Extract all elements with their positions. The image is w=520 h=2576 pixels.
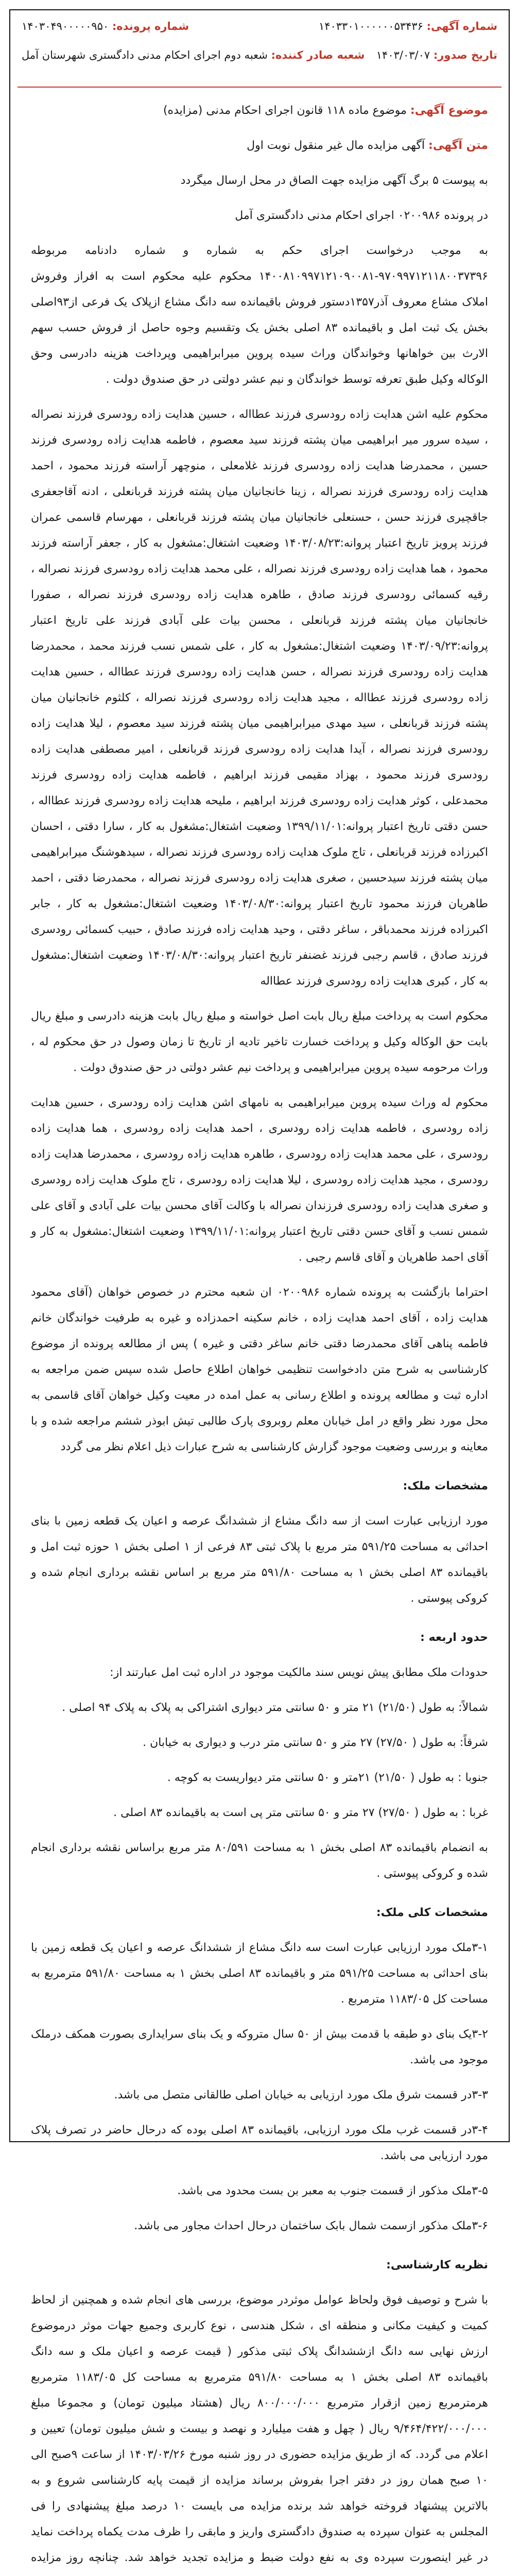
paragraph-payment: محکوم است به پرداخت مبلغ ریال بابت اصل خواسته و مبلغ ریال بابت هزینه دادرسی و مبلغ ریال بابت حق الوکاله وکیل و پرداخت خسارت تاخیر تادیه از تاریخ تا زمان وصول در حق محکوم له ، وراث مرحومه سیده پروین میرابراهیمی و پرداخت نیم عشر دولتی در حق صندوق دولت . [31, 1010, 488, 1074]
notice-body [31, 98, 488, 2576]
subject-line: موضوع آگهی: موضوع ماده ۱۱۸ قانون اجرای احکام مدنی (مزایده) [163, 104, 488, 117]
general-item-2: ۳-۲یک بنای دو طبقه با قدمت بیش از ۵۰ سال متروکه و یک بنای سرایداری بصورت همکف درملک موجود می باشد. [31, 2028, 488, 2066]
opinion-heading: نظریه کارشناسی: [386, 2259, 488, 2272]
general-item-6: ۳-۶ملک مذکور ازسمت شمال بابک ساختمان درحال احداث مجاور می باشد. [134, 2219, 488, 2232]
general-item-1: ۳-۱ملک مورد ارزیابی عبارت است سه دانگ مشاع از ششدانگ عرصه و اعیان یک قطعه زمین با بنای احداثی به مساحت ۵۹۱/۲۵ متر و باقیمانده ۸۳ اصلی بخش ۱ به مساحت ۵۹۱/۸۰ مترمربع به مساحت کل ۱۱۸۳/۰۵ مترمربع . [31, 1941, 488, 2006]
bound-south: جنوبا : به طول ( ۲۱/۵۰) ۲۱متر و ۵۰ سانتی متر دیواریست به کوچه . [167, 1771, 488, 1784]
paragraph-heirs: محکوم له وراث سیده پروین میرابراهیمی به نامهای اشن هدایت زاده رودسری ، حسین هدایت زاده رودسری ، فاطمه هدایت زاده رودسری ، احمد هدایت زاده رودسری ، هما هدایت زاده رودسری ، علی محمد هدایت زاده رودسری ، طاهره هدایت زاده رودسری ، محمدرضا هدایت زاده رودسری ، مجید هدایت زاده رودسری ، لیلا هدایت زاده رودسری ، تاج ملوک هدایت زاده رودسری و صغری هدایت زاده رودسری فرزندان نصراله با وکالت آقای محسن بیات علی آبادی و آقای علی شمس نسب و آقای حسن دقتی تاریخ اعتبار پروانه:۱۳۹۹/۱۱/۰۱ وضعیت اشتغال:مشغول به کار و آقای احمد طاهریان و آقای قاسم رجبی . [31, 1096, 488, 1264]
general-item-3: ۳-۳در قسمت شرق ملک مورد ارزیابی به خیابان اصلی طالقانی متصل می باشد. [114, 2089, 488, 2102]
issue-date: تاریخ صدور: ۱۴۰۳/۰۳/۰۷ [376, 49, 497, 61]
bounds-heading: حدود اربعه : [420, 1631, 488, 1644]
header-divider [18, 87, 501, 88]
notice-frame [9, 9, 510, 2564]
bound-east: شرقاً: به طول ( ۲۷/۵۰) ۲۷ متر و ۵۰ سانتی متر درب و دیواری به خیابان . [143, 1736, 488, 1749]
bounds-intro: حدودات ملک مطابق پیش نویس سند مالکیت موجود در اداره ثبت امل عبارتند از: [110, 1666, 488, 1679]
spec-heading: مشخصات ملک: [403, 1480, 488, 1493]
general-heading: مشخصات کلی ملک: [376, 1906, 488, 1919]
bound-north: شمالاً: به طول (۲۱/۵۰) ۲۱ متر و ۵۰ سانتی متر دیواری اشتراکی به پلاک به پلاک ۹۴ اصلی . [62, 1701, 488, 1714]
opinion-text: با شرح و توصیف فوق ولحاظ عوامل موثردر موضوع، بررسی های انجام شده و همچنین از لحاظ کمیت و کیفیت مکانی و منطقه ای ، شکل هندسی ، نوع کاربری وجمیع جهات موثر درموضوع ارزش نهایی سه دانگ ازششدانگ پلاک ثبتی مذکور ( قیمت عرصه و اعیان ملک و سه دانگ باقیمانده ۸۳ اصلی بخش ۱ به مساحت ۵۹۱/۸۰ مترمربع به مساحت کل ۱۱۸۳/۰۵ مترمربع هرمترمربع زمین ازقرار مترمربع ۸۰۰/۰۰۰/۰۰۰ ریال (هشتاد میلیون تومان) و مجموعا مبلغ ۹/۴۶۴/۴۲۲/۰۰۰/۰۰۰ ریال ( چهل و هفت میلیارد و نهصد و بیست و شش میلیون تومان) تعیین و اعلام می گردد. که از طریق مزایده حضوری در روز شنبه مورخ ۱۴۰۳/۰۳/۲۶ از ساعت ۹صبح الی ۱۰ صبح همان روز در دفتر اجرا بفروش برساند مزایده از قیمت پایه کارشناسی شروع و به بالاترین پیشنهاد فروخته خواهد شد برنده مزایده می بایست ۱۰ درصد مبلغ پیشنهادی را فی المجلس به عنوان سپرده به صندوق دادگستری واریز و مابقی را ظرف مدت یکماه پرداخت نماید در غیر اینصورت سپرده وی به نفع دولت ضبط و مزایده تجدید خواهد شد. چنانچه روز مزایده [31, 2294, 489, 2564]
paragraph-parties: محکوم علیه اشن هدایت زاده رودسری فرزند عطااله ، حسین هدایت زاده رودسری فرزند نصراله ، سیده سرور میر ابراهیمی میان پشته فرزند سید معصوم ، فاطمه هدایت زاده رودسری فرزند حسین ، محمدرضا هدایت زاده رودسری فرزند غلامعلی ، منوچهر آراسته فرزند محمود ، احمد هدایت زاده رودسری فرزند نصراله ، زینا خانجانیان میان پشته فرزند قربانعلی ، ادنه آقاجعفری جاقچیری فرزند حسن ، حسنعلی خانجانیان میان پشته فرزند قربانعلی ، مهرسام قاسمی عمران فرزند پرویز تاریخ اعتبار پروانه:۱۴۰۳/۰۸/۲۳ وضعیت اشتغال:مشغول به کار ، جعفر آراسته فرزند محمود ، هما هدایت زاده رودسری فرزند نصراله ، علی محمد هدایت زاده رودسری فرزند نصراله ، رقیه کسمائی رودسری فرزند صادق ، طاهره هدایت زاده رودسری فرزند نصراله ، صفورا خانجانیان میان پشته فرزند قربانعلی ، محسن بیات علی آبادی فرزند علی تاریخ اعتبار پروانه:۱۴۰۳/۰۹/۲۳ وضعیت اشتغال:مشغول به کار ، علی شمس نسب فرزند محمد ، محمدرضا هدایت زاده رودسری فرزند نصراله ، حسن هدایت زاده رودسری فرزند عطااله ، حسین هدایت زاده رودسری فرزند عطااله ، مجید هدایت زاده رودسری فرزند نصراله ، کلثوم خانجانیان میان پشته فرزند قربانعلی ، سید مهدی میرابراهیمی میان پشته فرزند سید معصوم ، لیلا هدایت زاده رودسری فرزند نصراله ، آیدا هدایت زاده رودسری فرزند قربانعلی ، امیر مصطفی هدایت زاده رودسری فرزند محمود ، بهزاد مقیمی فرزند ابراهیم ، فاطمه هدایت زاده رودسری فرزند محمدعلی ، کوثر هدایت زاده رودسری فرزند ابراهیم ، ملیحه هدایت زاده رودسری فرزند عطااله ، حسن دقتی تاریخ اعتبار پروانه:۱۳۹۹/۱۱/۰۱ وضعیت اشتغال:مشغول به کار ، سارا دقتی ، احسان اکبرزاده فرزند قربانعلی ، تاج ملوک هدایت زاده رودسری فرزند نصراله ، سیدهوشنگ میرابراهیمی میان پشته فرزند سیدحسین ، صغری هدایت زاده رودسری فرزند نصراله ، محمدرضا دقتی ، احمد طاهریان فرزند محمود تاریخ اعتبار پروانه:۱۴۰۳/۰۸/۳۰ وضعیت اشتغال:مشغول به کار ، جابر اکبرزاده فرزند محمدباقر ، ساغر دقتی ، وحید هدایت زاده فرزند صادق ، حبیب کسمائی رودسری فرزند صادق ، قاسم رجبی فرزند غضنفر تاریخ اعتبار پروانه:۱۴۰۳/۰۸/۳۰ وضعیت اشتغال:مشغول به کار ، کبری هدایت زاده رودسری فرزند عطااله [31, 408, 488, 988]
bound-note: به انضمام باقیمانده ۸۳ اصلی بخش ۱ به مساحت ۸۰/۵۹۱ متر مربع براساس نقشه برداری انجام شده و کروکی پیوستی . [31, 1841, 489, 1880]
bound-west: غربا : به طول ( ۲۷/۵۰) ۲۷ متر و ۵۰ سانتی متر پی است به باقیمانده ۸۳ اصلی . [113, 1806, 488, 1819]
spec-text: مورد ارزیابی عبارت است از سه دانگ مشاع از ششدانگ عرصه و اعیان یک قطعه زمین با بنای احداثی به مساحت ۵۹۱/۲۵ متر مربع با پلاک ثبتی ۸۳ فرعی از ۱ اصلی بخش ۱ حوزه ثبت امل و باقیمانده ۸۳ اصلی بخش ۱ به مساحت ۵۹۱/۸۰ متر مربع بر اساس نقشه برداری انجام شده و کروکی پیوستی . [31, 1515, 489, 1605]
paragraph-judgment: به موجب درخواست اجرای حکم به شماره و شماره دادنامه مربوطه ۹۷۰۹۹۷۱۲۱۱۸۰۰۳۷۳۹۶-۱۴۰۰۸۱۰۹۹۷۱۲۱۰۹۰۰۸۱ محکوم علیه محکوم است به افراز وفروش املاک مشاع معروف آذر۱۳۵۷دستور فروش باقیمانده سه دانگ مشاع ازپلاک یک فرعی از۹۳اصلی بخش یک ثبت امل و باقیمانده ۸۳ اصلی بخش یک وتقسیم وجوه حاصل از فروش حسب سهم الارث بین خواهانها وخواندگان وراث سیده پروین میرابراهیمی وپرداخت هزینه دادرسی وحق الوکاله وکیل طبق تعرفه توسط خواندگان و نیم عشر دولتی در حق صندوق دولت . [31, 244, 488, 386]
paragraph-expert-report: احتراما بازگشت به پرونده شماره ۰۲۰۰۹۸۶ ان شعبه محترم در خصوص خواهان (آقای محمود هدایت زاده ، آقای احمد هدایت زاده ، خانم سکینه احمدزاده و غیره به طرفیت خواندگان خانم فاطمه پناهی آقای محمدرضا دقتی خانم ساغر دقتی و غیره ) پس از مطالعه پرونده از موضوع کارشناسی به شرح متن دادخواست تنظیمی خواهان اطلاع حاصل شده سپس ضمن مراجعه به اداره ثبت و مطالعه پرونده و اطلاع رسانی به عمل امده در معیت وکیل خواهان آقای قاسمی به محل مورد نظر واقع در امل خیابان معلم روبروی پارک طالبی تیش ابوذر ششم مراجعه شده و با معاینه و بررسی وضعیت موجود گزارش کارشناسی به شرح عبارات ذیل اعلام نظر می گردد [31, 1286, 488, 1453]
notice-number: شماره آگهی: ۱۴۰۳۳۰۱۰۰۰۰۰۰۵۳۴۳۶ [318, 20, 497, 32]
file-ref-line: در پرونده ۰۲۰۰۹۸۶ اجرای احکام مدنی دادگستری آمل [235, 209, 488, 222]
intro-line: به پیوست ۵ برگ آگهی مزایده جهت الصاق در محل ارسال میگردد [180, 174, 488, 187]
issuer: شعبه صادر کننده: شعبه دوم اجرای احکام مدنی دادگستری شهرستان آمل [22, 49, 365, 61]
text-title-line: متن آگهی: آگهی مزایده مال غیر منقول نوبت اول [247, 139, 488, 152]
general-item-5: ۳-۵ملک مذکور از قسمت جنوب به معبر بن بست محدود می باشد. [177, 2184, 488, 2197]
file-number: شماره پرونده: ۱۴۰۳۰۴۹۰۰۰۰۰۹۵۰ [22, 20, 189, 32]
notice-header [10, 10, 509, 88]
general-item-4: ۳-۴در قسمت غرب ملک مورد ارزیابی، باقیمانده ۸۳ اصلی بوده که درحال حاضر در تصرف پلاک مورد ارزیابی می باشد. [31, 2124, 488, 2162]
